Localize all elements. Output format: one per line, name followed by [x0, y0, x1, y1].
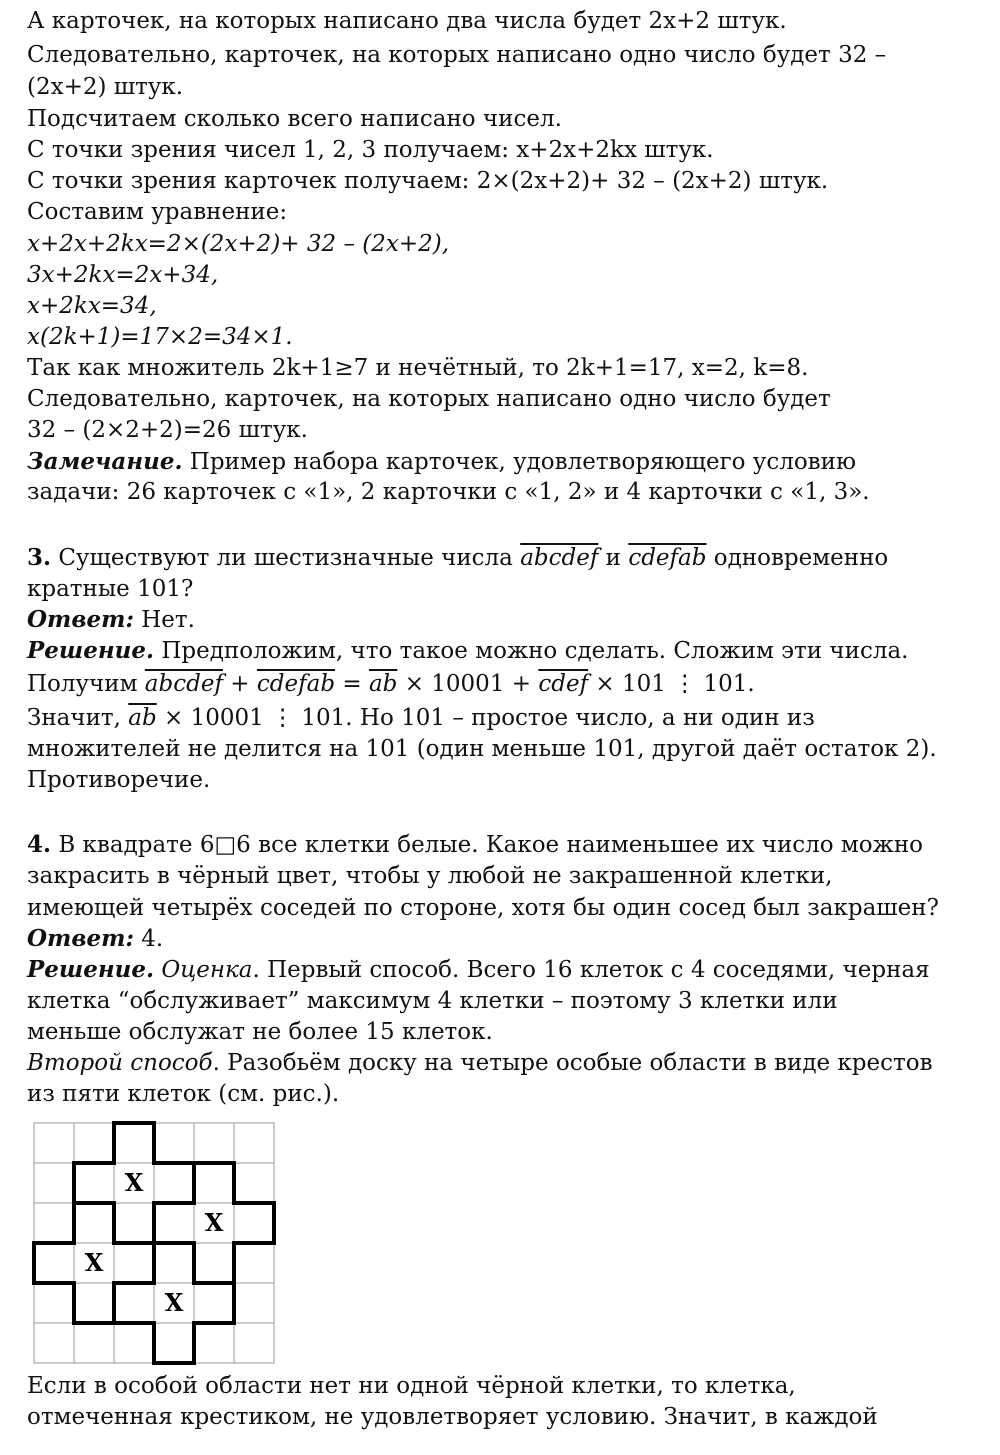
number-cdef: cdef [538, 671, 589, 697]
text-line: из пяти клеток (см. рис.). [27, 1081, 340, 1107]
text-line: С точки зрения чисел 1, 2, 3 получаем: x+2x+2kx штук. [27, 137, 714, 163]
problem-3-statement [27, 543, 888, 573]
cross-mark: X [124, 1168, 144, 1197]
equation-line: x+2kx=34, [27, 293, 157, 319]
text-line: множителей не делится на 101 (один меньше 101, другой даёт остаток 2). [27, 736, 937, 762]
number-cdefab: cdefab [256, 671, 336, 697]
text: . Разобьём доску на четыре особые области в виде крестов [212, 1050, 933, 1076]
solution-label: Решение. [27, 956, 155, 983]
text-line: Так как множитель 2k+1≥7 и нечётный, то 2k+1=17, x=2, k=8. [27, 355, 809, 381]
text-line: задачи: 26 карточек с «1», 2 карточки с «1, 2» и 4 карточки с «1, 3». [27, 479, 870, 505]
problem-number: 3. [27, 544, 52, 571]
number-ab: $\overline{ab}$ [128, 705, 157, 731]
text-line: имеющей четырёх соседей по стороне, хотя бы один сосед был закрашен? [27, 895, 939, 921]
problem-text: Существуют ли шестизначные числа [51, 545, 521, 571]
text: Значит, [27, 705, 129, 731]
text-line: Противоречие. [27, 767, 211, 793]
text: = [335, 671, 369, 697]
text-line [27, 703, 815, 733]
solution-text: Предположим, что такое можно сделать. Сложим эти числа. [154, 638, 909, 664]
text: Получим [27, 671, 145, 697]
problem-text: и [598, 545, 629, 571]
text-line: Следовательно, карточек, на которых написано одно число будет [27, 386, 831, 412]
text: × 10001 ⋮ 101. Но 101 – простое число, а ни один из [156, 705, 815, 731]
text-line: кратные 101? [27, 576, 194, 602]
text: × 10001 + [397, 671, 539, 697]
text-line: меньше обслужат не более 15 клеток. [27, 1019, 493, 1045]
text-line [27, 1048, 933, 1078]
second-method-label: Второй способ [27, 1050, 213, 1076]
text-line: Подсчитаем сколько всего написано чисел. [27, 106, 562, 132]
text-line: отмеченная крестиком, не удовлетворяет условию. Значит, в каждой [27, 1404, 878, 1430]
equation-line: 3x+2kx=2x+34, [27, 262, 219, 288]
cross-outlines [34, 1123, 274, 1363]
equation-line [27, 669, 755, 699]
number-abcdef: abcdef [520, 545, 599, 571]
solution-label: Решение. [27, 637, 155, 664]
remark-label: Замечание. [27, 448, 183, 475]
number-cdefab: cdefab [628, 545, 707, 571]
number-ab: $\overline{ab}$ [368, 671, 398, 697]
cross-mark: X [204, 1208, 224, 1237]
equation-line: x+2x+2kx=2×(2x+2)+ 32 – (2x+2), [27, 231, 450, 257]
answer-text: Нет. [133, 607, 195, 633]
solution-line [27, 636, 908, 666]
text-line: 32 – (2×2+2)=26 штук. [27, 417, 308, 443]
remark-text: Пример набора карточек, удовлетворяющего условию [182, 449, 856, 475]
answer-label: Ответ: [27, 925, 134, 952]
text-line: С точки зрения карточек получаем: 2×(2x+2)+ 32 – (2x+2) штук. [27, 168, 829, 194]
text-line: Если в особой области нет ни одной чёрной клетки, то клетка, [27, 1373, 796, 1399]
problem-4-statement [27, 830, 923, 860]
solution-line [27, 955, 930, 985]
text-line: А карточек, на которых написано два числа будет 2x+2 штук. [27, 8, 787, 34]
answer-line [27, 924, 163, 954]
text: + [222, 671, 257, 697]
remark-line [27, 447, 856, 477]
text-line: Следовательно, карточек, на которых написано одно число будет 32 – [27, 42, 887, 68]
text: × 101 ⋮ 101. [588, 671, 755, 697]
equation-line: x(2k+1)=17×2=34×1. [27, 324, 293, 350]
answer-label: Ответ: [27, 606, 134, 633]
cross-mark: X [84, 1248, 104, 1277]
text-line: (2x+2) штук. [27, 74, 184, 100]
solution-text: . Первый способ. Всего 16 клеток с 4 соседями, черная [252, 957, 930, 983]
problem-text: В квадрате 6□6 все клетки белые. Какое наименьшее их число можно [51, 832, 923, 858]
number-abcdef: abcdef [144, 671, 223, 697]
solution-italic: Оценка [154, 957, 253, 983]
text-line: клетка “обслуживает” максимум 4 клетки – поэтому 3 клетки или [27, 988, 838, 1014]
text-line: закрасить в чёрный цвет, чтобы у любой не закрашенной клетки, [27, 863, 833, 889]
answer-text: 4. [133, 926, 164, 952]
answer-line [27, 605, 195, 635]
text-line: Составим уравнение: [27, 199, 288, 225]
problem-text: одновременно [706, 545, 889, 571]
cross-grid-figure [32, 1121, 278, 1367]
cross-mark: X [164, 1288, 184, 1317]
problem-number: 4. [27, 831, 52, 858]
